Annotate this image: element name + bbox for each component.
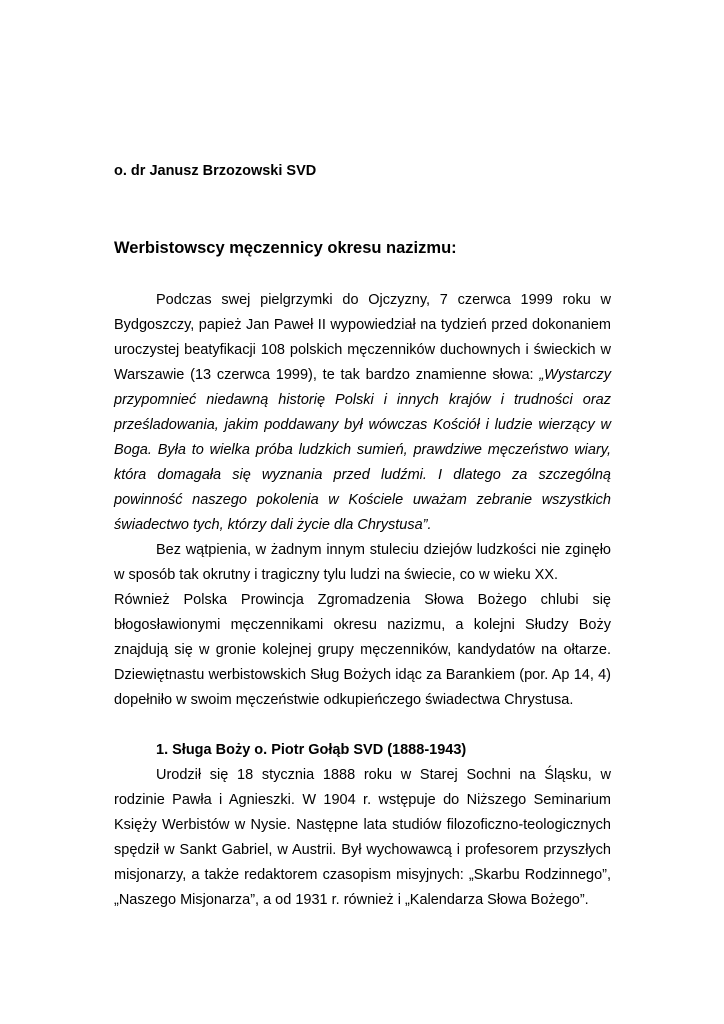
author-line: o. dr Janusz Brzozowski SVD [114, 163, 317, 179]
paragraph-intro [114, 288, 611, 538]
paragraph-century: Bez wątpienia, w żadnym innym stuleciu dziejów ludzkości nie zginęło w sposób tak okrutny i tragiczny tylu ludzi na świecie, co w wieku XX. [114, 542, 611, 583]
section-paragraph: Urodził się 18 stycznia 1888 roku w Starej Sochni na Śląsku, w rodzinie Pawła i Agnieszki. W 1904 r. wstępuje do Niższego Seminarium Księży Werbistów w Nysie. Następne lata studiów filozoficzno-teologicznych spędził w Sankt Gabriel, w Austrii. Był wychowawcą i profesorem przyszłych misjonarzy, a także redaktorem czasopism misyjnych: „Skarbu Rodzinnego”, „Naszego Misjonarza”, a od 1931 r. również i „Kalendarza Słowa Bożego”. [114, 767, 611, 908]
paragraph-province: Również Polska Prowincja Zgromadzenia Słowa Bożego chlubi się błogosławionymi męczennikami okresu nazizmu, a kolejni Słudzy Boży znajdują się w gronie kolejnej grupy męczenników, kandydatów na ołtarze. Dziewiętnastu werbistowskich Sług Bożych idąc za Barankiem (por. Ap 14, 4) dopełniło w swoim męczeństwie odkupieńczego świadectwa Chrystusa. [114, 592, 611, 708]
document-title: Werbistowscy męczennicy okresu nazizmu: [114, 239, 457, 257]
intro-text: Podczas swej pielgrzymki do Ojczyzny, 7 czerwca 1999 roku w Bydgoszczy, papież Jan Paweł II wypowiedział na tydzień przed dokonaniem uroczystej beatyfikacji 108 polskich męczenników duchownych i świeckich w Warszawie (13 czerwca 1999), te tak bardzo znamienne słowa: [114, 292, 611, 383]
document-body [114, 288, 611, 913]
section-heading: 1. Sługa Boży o. Piotr Gołąb SVD (1888-1943) [156, 742, 467, 758]
papal-quote: „Wystarczy przypomnieć niedawną historię Polski i innych krajów i trudności oraz prześladowania, jakim poddawany był wówczas Kościół i ludzie wierzący w Boga. Była to wielka próba ludzkich sumień, prawdziwe męczeństwo wiary, która domagała się wyznania przed ludźmi. I dlatego za szczególną powinność naszego pokolenia w Kościele uważam zebranie wszystkich świadectwo tych, którzy dali życie dla Chrystusa”. [114, 367, 611, 533]
